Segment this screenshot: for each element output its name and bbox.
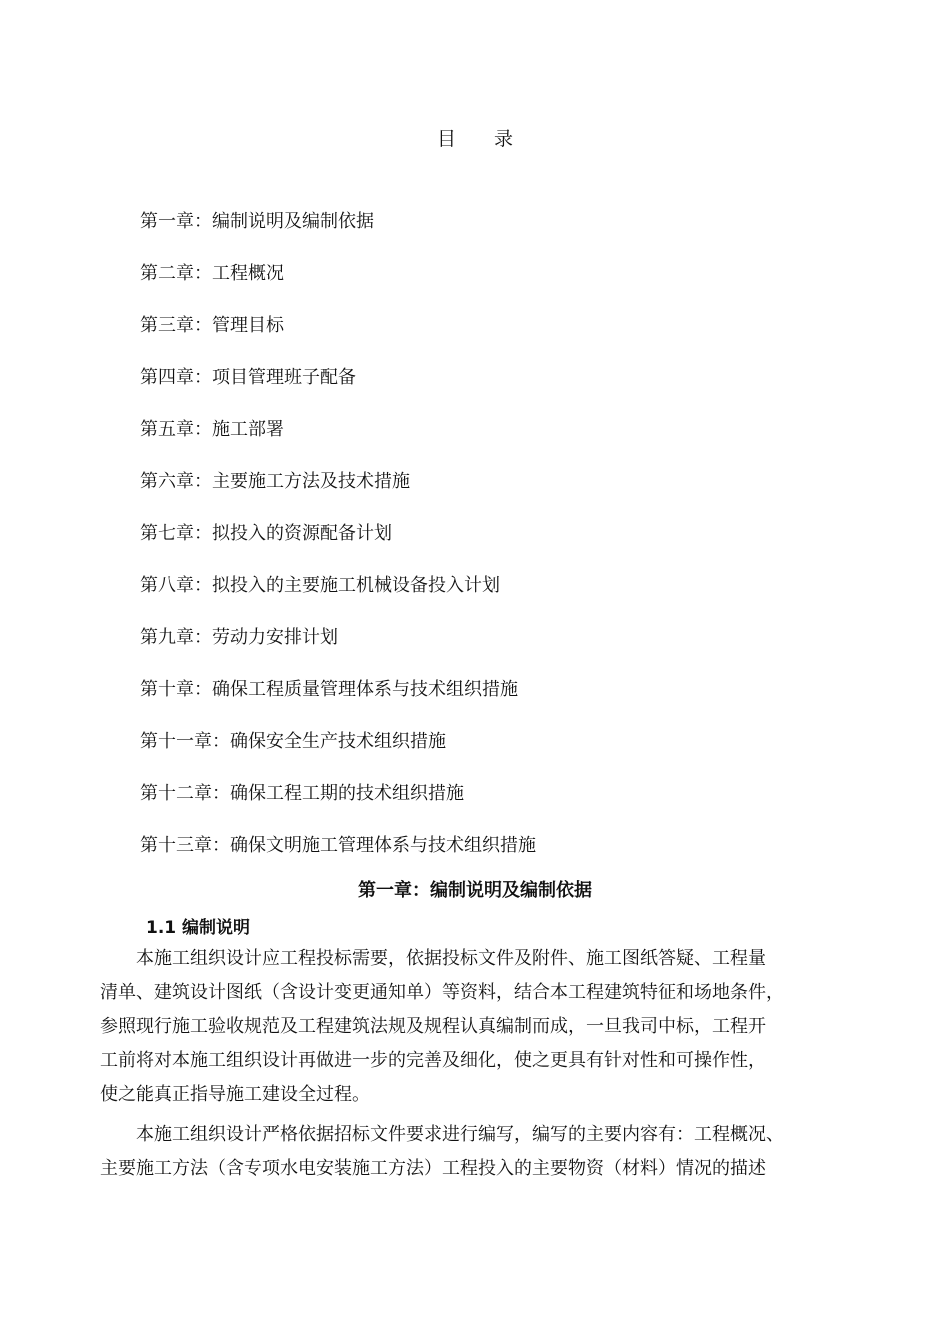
toc-title xyxy=(0,124,950,151)
toc-item-10[interactable]: 第十章：确保工程质量管理体系与技术组织措施 xyxy=(140,679,518,700)
section-heading: 1.1 编制说明 xyxy=(146,918,251,938)
paragraph-2 xyxy=(100,1118,840,1186)
toc-item-1[interactable]: 第一章：编制说明及编制依据 xyxy=(140,211,374,232)
toc-title-right: 录 xyxy=(494,128,514,150)
toc-item-6[interactable]: 第六章：主要施工方法及技术措施 xyxy=(140,471,410,492)
paragraph-line: 清单、建筑设计图纸（含设计变更通知单）等资料，结合本工程建筑特征和场地条件， xyxy=(100,982,784,1003)
toc-item-8[interactable]: 第八章：拟投入的主要施工机械设备投入计划 xyxy=(140,575,500,596)
toc-list xyxy=(140,206,536,882)
paragraph-1 xyxy=(100,942,840,1112)
toc-item-13[interactable]: 第十三章：确保文明施工管理体系与技术组织措施 xyxy=(140,835,536,856)
paragraph-line: 参照现行施工验收规范及工程建筑法规及规程认真编制而成，一旦我司中标，工程开 xyxy=(100,1016,766,1037)
toc-item-7[interactable]: 第七章：拟投入的资源配备计划 xyxy=(140,523,392,544)
toc-item-12[interactable]: 第十二章：确保工程工期的技术组织措施 xyxy=(140,783,464,804)
chapter-heading: 第一章：编制说明及编制依据 xyxy=(358,880,592,901)
paragraph-line: 本施工组织设计应工程投标需要，依据投标文件及附件、施工图纸答疑、工程量 xyxy=(100,948,766,969)
toc-item-4[interactable]: 第四章：项目管理班子配备 xyxy=(140,367,356,388)
paragraph-line: 工前将对本施工组织设计再做进一步的完善及细化，使之更具有针对性和可操作性， xyxy=(100,1050,766,1071)
paragraph-line: 主要施工方法（含专项水电安装施工方法）工程投入的主要物资（材料）情况的描述 xyxy=(100,1158,766,1179)
toc-item-5[interactable]: 第五章：施工部署 xyxy=(140,419,284,440)
paragraph-line: 本施工组织设计严格依据招标文件要求进行编写，编写的主要内容有：工程概况、 xyxy=(100,1124,784,1145)
toc-item-2[interactable]: 第二章：工程概况 xyxy=(140,263,284,284)
paragraph-line: 使之能真正指导施工建设全过程。 xyxy=(100,1084,370,1105)
toc-title-left: 目 xyxy=(436,128,456,150)
toc-item-9[interactable]: 第九章：劳动力安排计划 xyxy=(140,627,338,648)
toc-item-11[interactable]: 第十一章：确保安全生产技术组织措施 xyxy=(140,731,446,752)
toc-item-3[interactable]: 第三章：管理目标 xyxy=(140,315,284,336)
